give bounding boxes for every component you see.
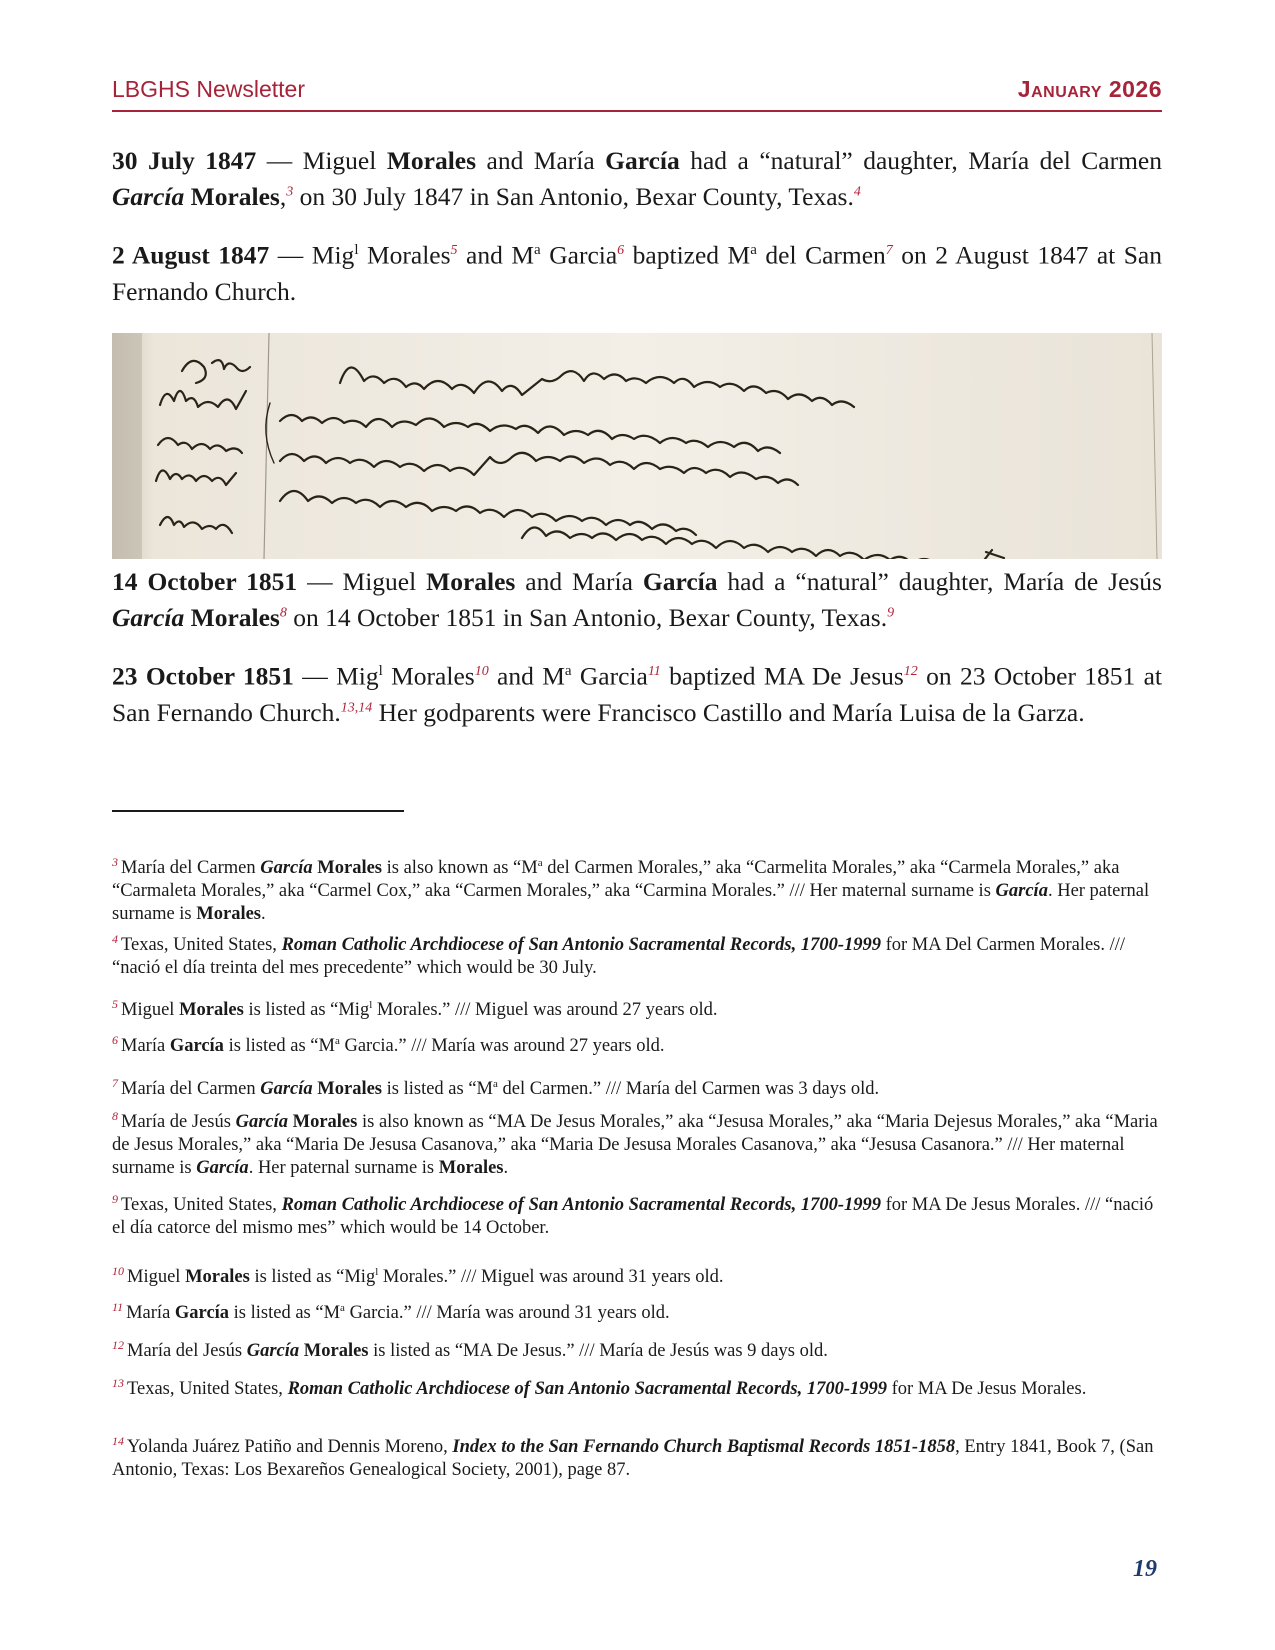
footnote-ref: 7 xyxy=(885,243,893,258)
entry-date: 23 October 1851 xyxy=(112,661,294,691)
footnote-ref: 11 xyxy=(647,664,661,679)
footnote-ref: 13,14 xyxy=(340,700,373,715)
footnote-ref: 10 xyxy=(474,664,489,679)
footnote-4: $^4$ Texas, United States, Roman Catholic Archdiocese of San Antonio Sacramental Records, 1700-1999 for MA Del Carmen Morales. /// “nació el día treinta del mes precedente” which would be 30 July. xyxy=(112,931,1126,978)
footnote-9: $^9$ Texas, United States, Roman Catholic Archdiocese of San Antonio Sacramental Records, 1700-1999 for MA De Jesus Morales. /// “nació el día catorce del mismo mes” which would be 14 October. xyxy=(112,1191,1154,1238)
footnote-ref: 9 xyxy=(887,605,895,621)
footnote-10: $^{10}$ Miguel Morales is listed as “Mig$^l$ Morales.” /// Miguel was around 31 years old. xyxy=(112,1264,724,1288)
issue-date: January 2026 xyxy=(1017,76,1162,102)
paragraph-birth-1847: 30 July 1847 — Miguel Morales and María García had a “natural” daughter, María del Carmen García Morales,$^3$ on 30 July 1847 in San Antonio, Bexar County, Texas.$^4$ xyxy=(112,146,1162,211)
footnote-8: $^8$ María de Jesús García Morales is also known as “MA De Jesus Morales,” aka “Jesusa Morales,” aka “Maria Dejesus Morales,” aka “Maria de Jesus Morales,” aka “Maria De Jesusa Casanova,” aka “Maria De Jesusa Morales Casanova,” aka “Jesusa Casanora.” /// Her maternal surname is García. Her paternal surname is Morales. xyxy=(112,1108,1158,1178)
footnote-5: $^5$ Miguel Morales is listed as “Mig$^l$ Morales.” /// Miguel was around 27 years old. xyxy=(112,997,718,1021)
footnote-divider xyxy=(112,810,404,812)
footnote-14: $^{14}$ Yolanda Juárez Patiño and Dennis Moreno, Index to the San Fernando Church Baptismal Records 1851-1858, Entry 1841, Book 7, (San Antonio, Texas: Los Bexareños Genealogical Society, 2001), page 87. xyxy=(112,1433,1154,1480)
paragraph-baptism-1851: 23 October 1851 — Mig$^l$ Morales$^{10}$ and $M^a$ Garcia$^{11}$ baptized MA De Jesus$^{12}$ on 23 October 1851 at San Fernando Church.$^{13,14}$ Her godparents were Francisco Castillo and María Luisa de la Garza. xyxy=(112,661,1163,727)
footnote-3: $^3$ María del Carmen García Morales is also known as “$M^a$ del Carmen Morales,” aka “Carmelita Morales,” aka “Carmela Morales,” aka “Carmaleta Morales,” aka “Carmel Cox,” aka “Carmen Morales,” aka “Carmina Morales.” /// Her maternal surname is García. Her paternal surname is Morales. xyxy=(112,855,1150,925)
entry-date: 2 August 1847 xyxy=(112,240,270,270)
footnote-ref: 4 xyxy=(853,184,861,200)
footnote-11: $^{11}$ María García is listed as “$M^a$ Garcia.” /// María was around 31 years old. xyxy=(112,1300,670,1324)
footnote-ref: 12 xyxy=(903,664,918,679)
page-number: 19 xyxy=(1133,1556,1157,1582)
footnote-ref: 8 xyxy=(279,605,287,621)
entry-date: 30 July 1847 xyxy=(112,146,257,175)
paragraph-baptism-1847: 2 August 1847 — Mig$^l$ Morales$^5$ and $M^a$ Garcia$^6$ baptized $M^a$ del Carmen$^7$ on 2 August 1847 at San Fernando Church. xyxy=(112,240,1162,306)
page-header xyxy=(112,72,1162,112)
footnote-ref: 5 xyxy=(450,243,458,258)
footnote-ref: 6 xyxy=(617,243,625,258)
footnote-6: $^6$ María García is listed as “$M^a$ Garcia.” /// María was around 27 years old. xyxy=(112,1033,665,1057)
footnote-13: $^{13}$ Texas, United States, Roman Catholic Archdiocese of San Antonio Sacramental Records, 1700-1999 for MA De Jesus Morales. xyxy=(112,1375,1087,1399)
entry-date: 14 October 1851 xyxy=(112,567,298,596)
footnote-7: $^7$ María del Carmen García Morales is listed as “$M^a$ del Carmen.” /// María del Carmen was 3 days old. xyxy=(112,1076,880,1100)
baptismal-record-image xyxy=(112,333,1162,559)
paragraph-birth-1851: 14 October 1851 — Miguel Morales and María García had a “natural” daughter, María de Jesús García Morales$^8$ on 14 October 1851 in San Antonio, Bexar County, Texas.$^9$ xyxy=(112,567,1162,632)
footnote-ref: 3 xyxy=(286,184,294,200)
handwritten-record-illustration xyxy=(112,333,1162,559)
newsletter-title: LBGHS Newsletter xyxy=(112,76,306,102)
footnote-12: $^{12}$ María del Jesús García Morales is listed as “MA De Jesus.” /// María de Jesús was 9 days old. xyxy=(112,1337,828,1361)
